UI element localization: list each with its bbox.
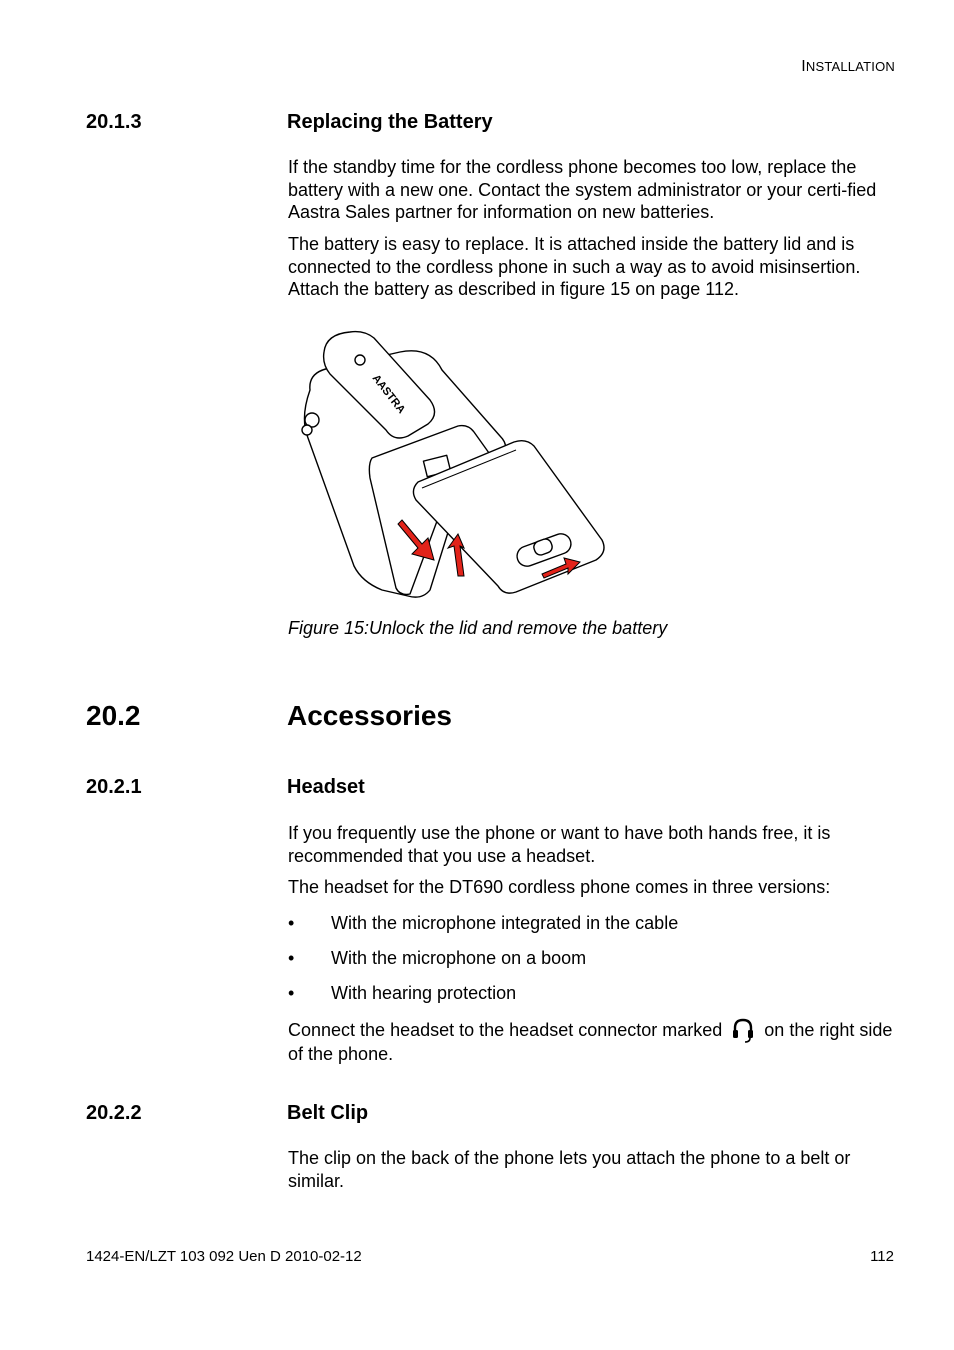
paragraph: The headset for the DT690 cordless phone comes in three versions: (288, 877, 831, 897)
section-title: Belt Clip (287, 1102, 369, 1124)
battery-figure (290, 328, 620, 603)
running-header-rest: NSTALLATION (805, 59, 895, 74)
figure-brand: AASTRA (369, 372, 408, 416)
section-number: 20.2.2 (86, 1102, 142, 1124)
chapter-title: Accessories (287, 700, 453, 731)
paragraph: The battery is easy to replace. It is attached inside the battery lid and is connected to the cordless phone in such a way as to avoid misinsertion. Attach the battery as described in figure 15 on page 112. (288, 234, 861, 299)
section-number: 20.2.1 (86, 776, 142, 798)
footer-doc-id: 1424-EN/LZT 103 092 Uen D 2010-02-12 (86, 1248, 362, 1265)
bullet-symbol: • (288, 913, 295, 933)
section-title: Replacing the Battery (287, 111, 493, 133)
page-number: 112 (870, 1248, 894, 1265)
phone-battery-illustration (290, 328, 620, 603)
paragraph: If the standby time for the cordless phone becomes too low, replace the battery with a new one. Contact the system administrator or your certi-fied Aastra Sales partner for information on new batteries. (288, 157, 877, 222)
figure-caption: Figure 15:Unlock the lid and remove the battery (288, 618, 668, 638)
paragraph-text: Connect the headset to the headset connector marked (288, 1020, 723, 1040)
bullet-symbol: • (288, 948, 295, 968)
paragraph: The clip on the back of the phone lets you attach the phone to a belt or similar. (288, 1148, 851, 1191)
running-header-initial: I (801, 58, 806, 75)
running-header (801, 58, 895, 76)
bullet-text: With the microphone integrated in the cable (331, 913, 679, 933)
section-number: 20.1.3 (86, 111, 142, 133)
chapter-number: 20.2 (86, 700, 141, 731)
bullet-symbol: • (288, 983, 295, 1003)
paragraph-text: on the right side of the phone. (288, 1020, 893, 1064)
bullet-text: With hearing protection (331, 983, 517, 1003)
headset-icon (730, 1017, 756, 1043)
paragraph (288, 1017, 900, 1066)
bullet-text: With the microphone on a boom (331, 948, 587, 968)
paragraph: If you frequently use the phone or want to have both hands free, it is recommended that you use a headset. (288, 823, 831, 866)
section-title: Headset (287, 776, 365, 798)
